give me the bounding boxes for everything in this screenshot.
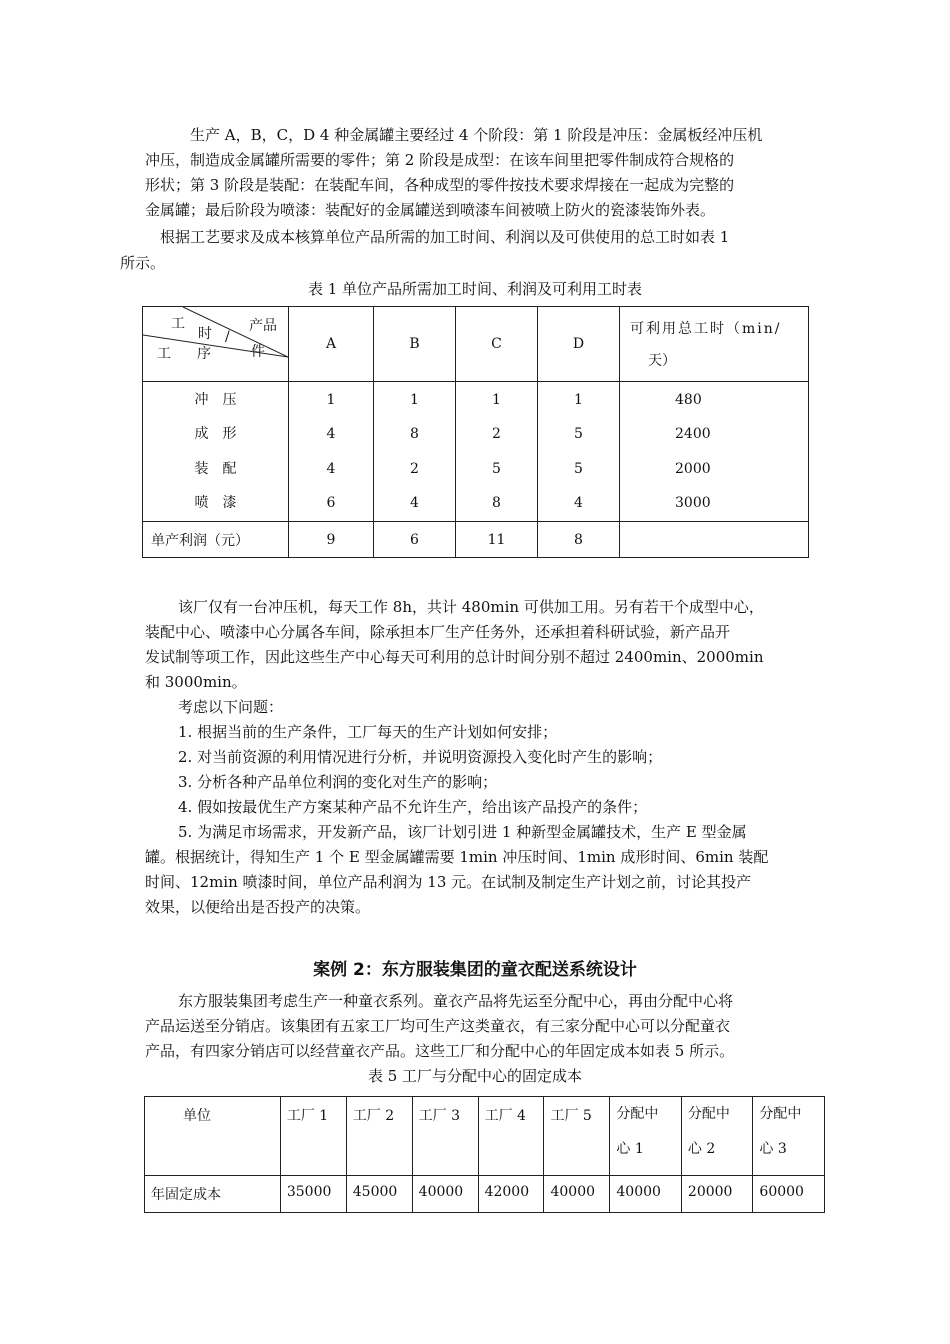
column-total-values [620, 382, 809, 522]
profit-b: 6 [374, 522, 456, 558]
table5 [144, 1096, 825, 1213]
profit-c: 11 [456, 522, 538, 558]
table1-caption: 表 1 单位产品所需加工时间、利润及可利用工时表 [307, 280, 643, 298]
total-header-line-1: 可利用总工时（min/ [630, 321, 782, 337]
table5-header-dc-3 [753, 1097, 825, 1176]
cell-value: 2400 [675, 426, 711, 442]
question-5-line-4: 效果，以便给出是否投产的决策。 [145, 898, 371, 916]
profit-d: 8 [538, 522, 620, 558]
col-header-total [620, 307, 809, 382]
cell-value: 4 [574, 495, 583, 511]
cell-value: 5 [574, 460, 583, 477]
table5-cell: 20000 [681, 1176, 753, 1213]
table5-row-label: 年固定成本 [145, 1176, 281, 1213]
col-header-a: A [289, 307, 374, 382]
body-line-2: 装配中心、喷漆中心分属各车间，除承担本厂生产任务外，还承担着科研试验，新产品开 [145, 623, 731, 641]
body-line-1: 该厂仅有一台冲压机，每天工作 8h，共计 480min 可供加工用。另有若干个成型中心， [178, 598, 764, 616]
cell-value: 4 [326, 426, 336, 442]
body-line-4: 和 3000min。 [145, 673, 247, 691]
profit-label: 单产利润（元） [143, 522, 289, 558]
table5-header-factory-1: 工厂 1 [280, 1097, 346, 1176]
table1 [142, 306, 809, 558]
question-2: 2. 对当前资源的利用情况进行分析，并说明资源投入变化时产生的影响； [178, 748, 663, 766]
diag-slash: / [225, 329, 230, 345]
dc-header-line-2: 心 2 [687, 1141, 716, 1157]
intro-line-2: 冲压，制造成金属罐所需要的零件；第 2 阶段是成型：在该车间里把零件制成符合规格的 [145, 151, 735, 169]
diag-bot-right: 件 [251, 344, 265, 360]
cell-value: 8 [410, 426, 419, 442]
process-name: 装 配 [194, 460, 237, 477]
table5-cell: 40000 [544, 1176, 610, 1213]
question-1: 1. 根据当前的生产条件，工厂每天的生产计划如何安排； [178, 723, 558, 741]
dc-header-line-1: 分配中 [687, 1106, 730, 1122]
cell-value: 8 [492, 495, 501, 511]
column-c-values [456, 382, 538, 522]
cell-value: 1 [326, 391, 336, 408]
diag-bot-left: 工 [157, 346, 171, 362]
diag-bot-mid: 序 [197, 346, 211, 362]
intro-line-1: 生产 A，B，C，D 4 种金属罐主要经过 4 个阶段：第 1 阶段是冲压：金属板经冲压机 [190, 126, 763, 144]
intro2-line-2: 所示。 [120, 254, 166, 272]
column-b-values [374, 382, 456, 522]
case2-line-2: 产品运送至分销店。该集团有五家工厂均可生产这类童衣，有三家分配中心可以分配童衣 [145, 1017, 731, 1035]
table5-cell: 40000 [610, 1176, 682, 1213]
table1-diagonal-header [143, 307, 289, 382]
table5-header-unit: 单位 [145, 1097, 281, 1176]
process-name: 喷 漆 [194, 495, 237, 511]
cell-value: 480 [675, 391, 702, 408]
process-name: 成 形 [194, 426, 237, 442]
cell-value: 5 [492, 460, 501, 477]
column-a-values [289, 382, 374, 522]
cell-value: 2 [492, 426, 501, 442]
diag-top-right: 产品 [249, 318, 277, 334]
cell-value: 5 [574, 426, 583, 442]
table5-cell: 40000 [412, 1176, 478, 1213]
total-header-line-2: 天） [648, 353, 676, 369]
question-5-line-3: 时间、12min 喷漆时间，单位产品利润为 13 元。在试制及制定生产计划之前，讨论其投产 [145, 873, 752, 891]
profit-total-empty [620, 522, 809, 558]
cell-value: 4 [326, 460, 336, 477]
body-line-3: 发试制等项工作，因此这些生产中心每天可利用的总计时间分别不超过 2400min、2000min [145, 648, 764, 666]
case2-line-3: 产品，有四家分销店可以经营童衣产品。这些工厂和分配中心的年固定成本如表 5 所示。 [145, 1042, 735, 1060]
question-5-line-2: 罐。根据统计，得知生产 1 个 E 型金属罐需要 1min 冲压时间、1min 成形时间、6min 装配 [145, 848, 769, 866]
column-d-values [538, 382, 620, 522]
diag-top-left: 工 [171, 316, 185, 332]
cell-value: 1 [410, 391, 419, 408]
table5-cell: 45000 [346, 1176, 412, 1213]
table5-cell: 42000 [478, 1176, 544, 1213]
col-header-d: D [538, 307, 620, 382]
question-5-line-1: 5. 为满足市场需求，开发新产品，该厂计划引进 1 种新型金属罐技术，生产 E 型金属 [178, 823, 747, 841]
cell-value: 2000 [675, 460, 711, 477]
profit-a: 9 [289, 522, 374, 558]
table5-header-dc-1 [610, 1097, 682, 1176]
table5-header-factory-5: 工厂 5 [544, 1097, 610, 1176]
col-header-c: C [456, 307, 538, 382]
dc-header-line-2: 心 1 [616, 1141, 644, 1157]
dc-header-line-2: 心 3 [759, 1141, 787, 1157]
case2-line-1: 东方服装集团考虑生产一种童衣系列。童衣产品将先运至分配中心，再由分配中心将 [178, 992, 734, 1010]
table5-header-dc-2 [681, 1097, 753, 1176]
dc-header-line-1: 分配中 [616, 1106, 659, 1122]
cell-value: 2 [410, 460, 419, 477]
col-header-b: B [374, 307, 456, 382]
question-3: 3. 分析各种产品单位利润的变化对生产的影响； [178, 773, 498, 791]
cell-value: 1 [574, 391, 583, 408]
consider-text: 考虑以下问题： [178, 698, 284, 716]
table5-cell: 35000 [280, 1176, 346, 1213]
question-4: 4. 假如按最优生产方案某种产品不允许生产，给出该产品投产的条件； [178, 798, 648, 816]
table5-header-factory-3: 工厂 3 [412, 1097, 478, 1176]
diag-top-mid: 时 [198, 326, 212, 342]
table5-header-factory-4: 工厂 4 [478, 1097, 544, 1176]
case2-heading: 案例 2：东方服装集团的童衣配送系统设计 [313, 960, 637, 980]
cell-value: 4 [410, 495, 419, 511]
cell-value: 6 [326, 495, 336, 511]
dc-header-line-1: 分配中 [759, 1106, 802, 1122]
cell-value: 3000 [675, 495, 711, 511]
table5-cell: 60000 [753, 1176, 825, 1213]
process-name: 冲 压 [194, 391, 237, 408]
intro-line-3: 形状；第 3 阶段是装配：在装配车间，各种成型的零件按技术要求焊接在一起成为完整的 [145, 176, 735, 194]
intro-line-4: 金属罐；最后阶段为喷漆：装配好的金属罐送到喷漆车间被喷上防火的瓷漆装饰外表。 [145, 201, 716, 219]
process-names [143, 382, 289, 522]
intro2-line-1: 根据工艺要求及成本核算单位产品所需的加工时间、利润以及可供使用的总工时如表 1 [160, 228, 730, 246]
cell-value: 1 [492, 391, 501, 408]
table5-header-factory-2: 工厂 2 [346, 1097, 412, 1176]
table5-caption: 表 5 工厂与分配中心的固定成本 [367, 1067, 583, 1085]
